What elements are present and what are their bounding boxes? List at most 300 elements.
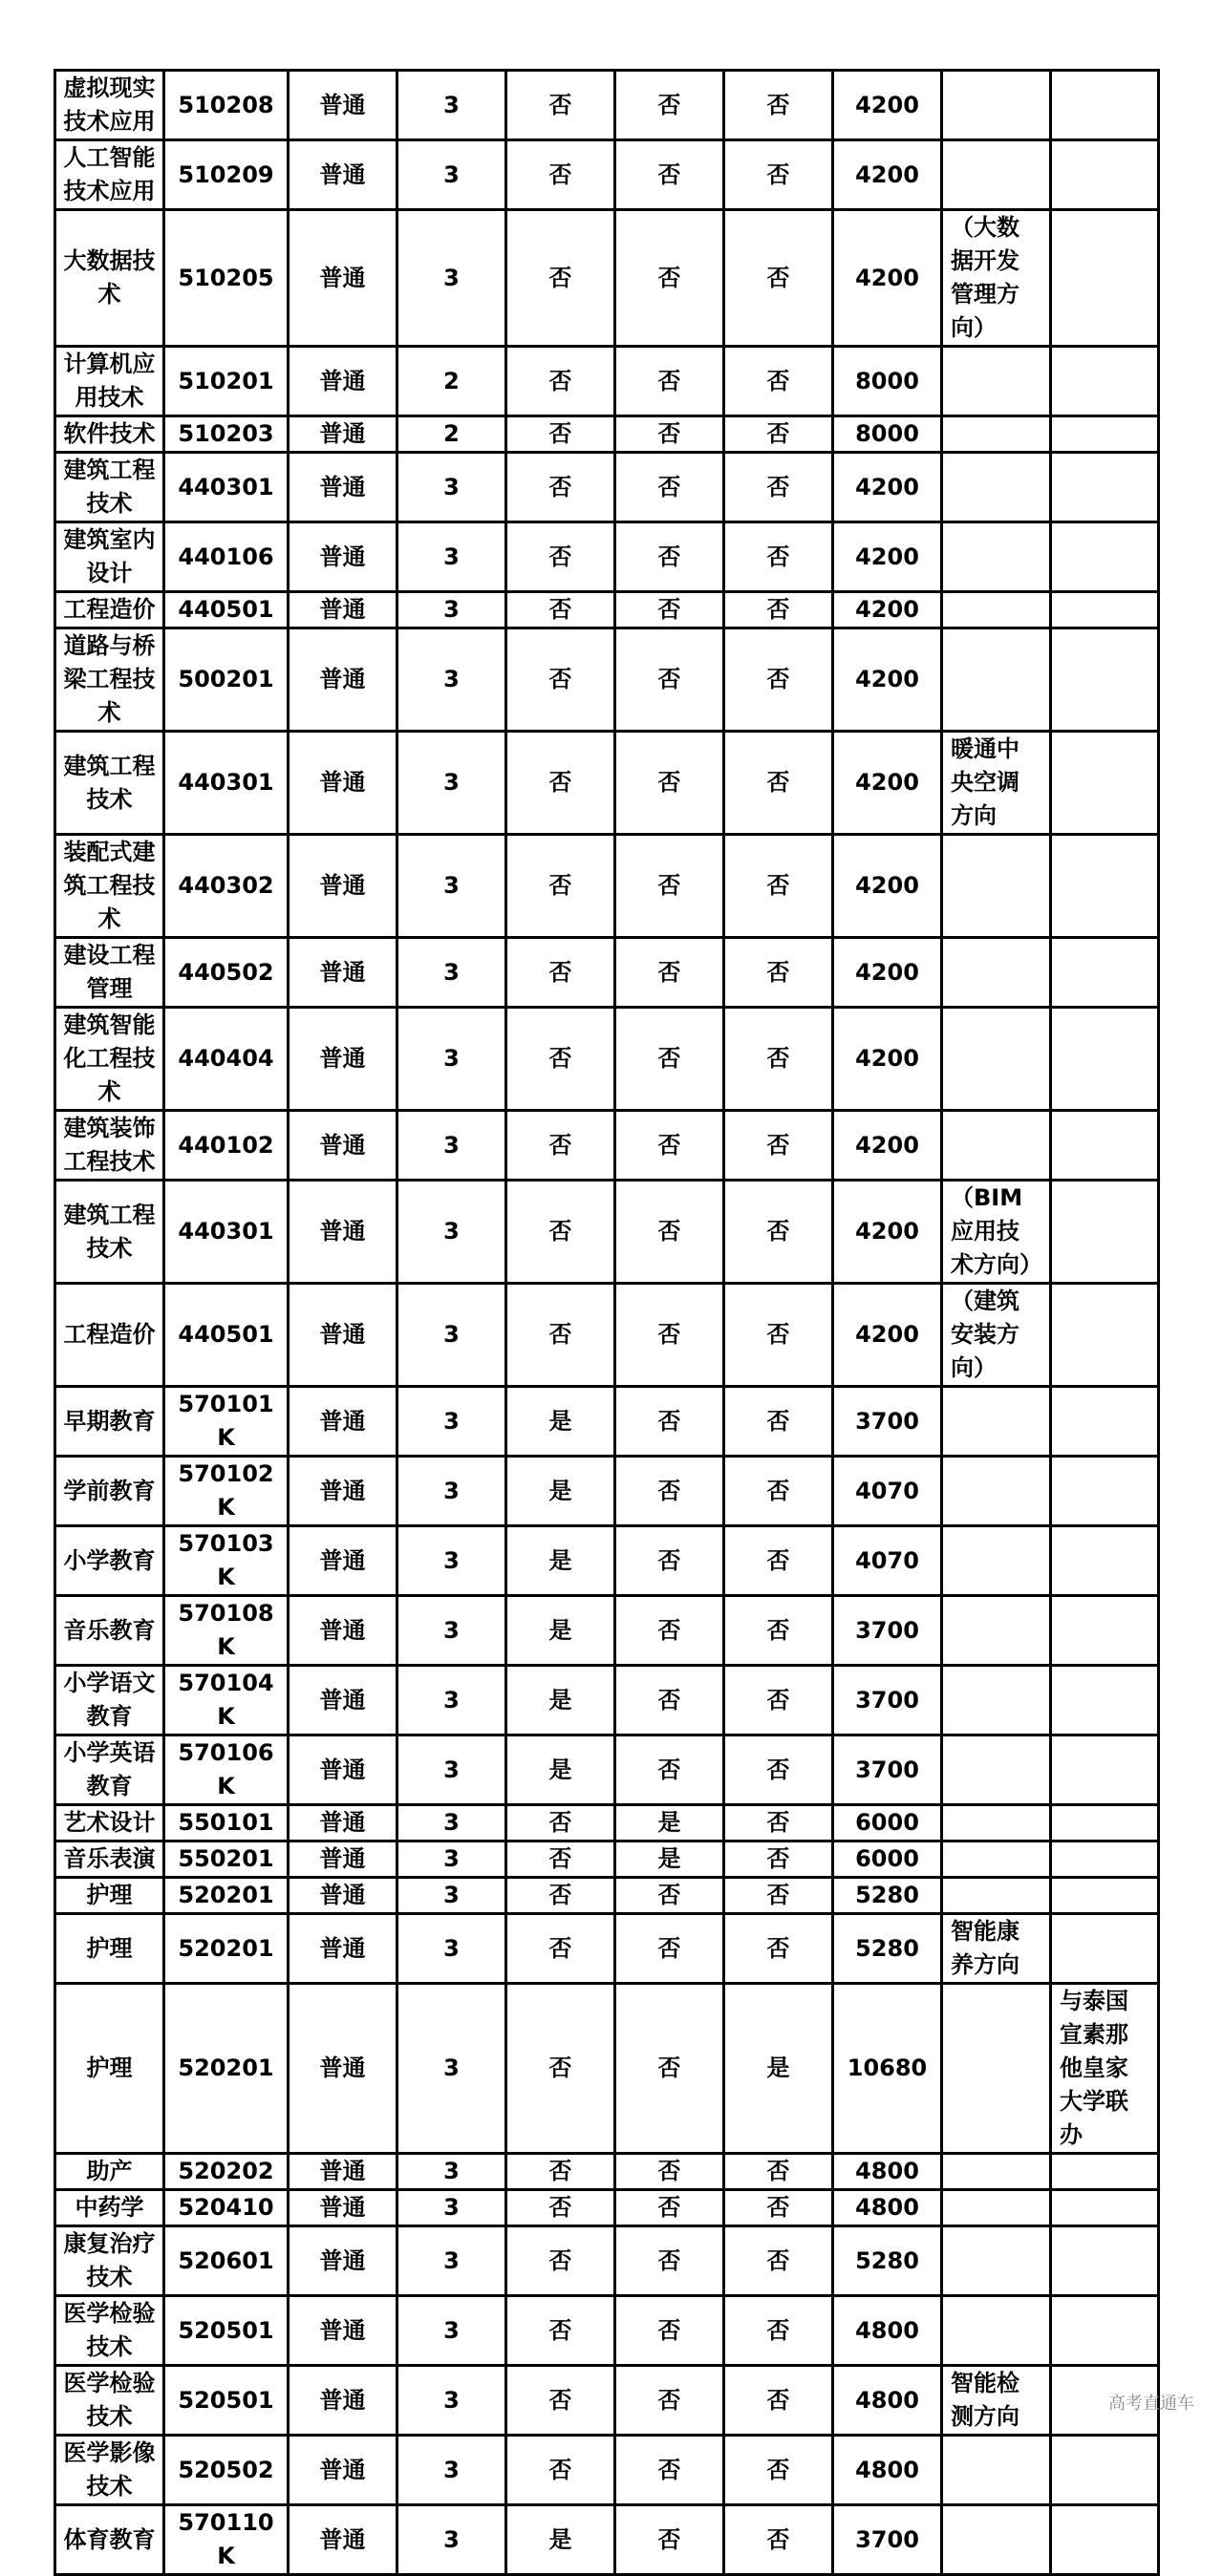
remark-cell <box>942 453 1051 522</box>
code-cell: 520410 <box>164 2190 289 2226</box>
years-cell: 3 <box>397 1596 506 1666</box>
col-c-cell: 否 <box>724 140 833 210</box>
years-cell: 2 <box>397 347 506 416</box>
remark-cell <box>942 1596 1051 1666</box>
col-b-cell: 否 <box>615 2296 724 2366</box>
years-cell: 3 <box>397 210 506 347</box>
code-cell: 550101 <box>164 1805 289 1842</box>
col-b-cell: 否 <box>615 453 724 522</box>
level-cell: 普通 <box>289 347 397 416</box>
remark-cell <box>942 522 1051 592</box>
col-c-cell: 否 <box>724 347 833 416</box>
major-name-cell: 体育教育 <box>55 2505 164 2575</box>
major-name-cell: 建筑工程技术 <box>55 1181 164 1284</box>
col-b-cell: 否 <box>615 1387 724 1457</box>
other-cell <box>1051 2226 1159 2296</box>
col-b-cell: 否 <box>615 1181 724 1284</box>
major-name-cell: 小学英语教育 <box>55 1735 164 1805</box>
code-cell: 570106K <box>164 1735 289 1805</box>
remark-cell <box>942 2296 1051 2366</box>
years-cell: 3 <box>397 140 506 210</box>
col-b-cell: 否 <box>615 1526 724 1596</box>
col-b-cell: 否 <box>615 592 724 628</box>
fee-cell: 4200 <box>833 210 942 347</box>
remark-cell <box>942 2154 1051 2190</box>
other-cell <box>1051 1805 1159 1842</box>
table-row <box>55 835 1159 938</box>
fee-cell: 3700 <box>833 1666 942 1735</box>
other-cell <box>1051 2190 1159 2226</box>
fee-cell: 10680 <box>833 1984 942 2154</box>
fee-cell: 4200 <box>833 71 942 140</box>
table-row <box>55 1984 1159 2154</box>
remark-cell: 智能康养方向 <box>942 1914 1051 1984</box>
col-c-cell: 否 <box>724 2226 833 2296</box>
fee-cell: 4800 <box>833 2366 942 2436</box>
fee-cell: 8000 <box>833 347 942 416</box>
col-a-cell: 否 <box>506 628 615 732</box>
years-cell: 3 <box>397 1387 506 1457</box>
level-cell: 普通 <box>289 1596 397 1666</box>
major-name-cell: 小学教育 <box>55 1526 164 1596</box>
fee-cell: 4200 <box>833 522 942 592</box>
col-b-cell: 否 <box>615 1284 724 1387</box>
years-cell: 3 <box>397 628 506 732</box>
other-cell <box>1051 2154 1159 2190</box>
table-row <box>55 2154 1159 2190</box>
level-cell: 普通 <box>289 1387 397 1457</box>
col-a-cell: 否 <box>506 592 615 628</box>
code-cell: 440106 <box>164 522 289 592</box>
col-b-cell: 否 <box>615 347 724 416</box>
table-row <box>55 453 1159 522</box>
col-a-cell: 否 <box>506 835 615 938</box>
col-c-cell: 是 <box>724 1984 833 2154</box>
col-c-cell: 否 <box>724 1387 833 1457</box>
col-c-cell: 否 <box>724 416 833 453</box>
level-cell: 普通 <box>289 1111 397 1181</box>
other-cell <box>1051 210 1159 347</box>
remark-cell <box>942 416 1051 453</box>
major-name-cell: 助产 <box>55 2154 164 2190</box>
code-cell: 510208 <box>164 71 289 140</box>
table-row <box>55 1914 1159 1984</box>
major-name-cell: 医学检验技术 <box>55 2366 164 2436</box>
years-cell: 3 <box>397 2226 506 2296</box>
table-row <box>55 2190 1159 2226</box>
remark-cell <box>942 1666 1051 1735</box>
fee-cell: 4200 <box>833 732 942 835</box>
remark-cell <box>942 1387 1051 1457</box>
other-cell <box>1051 1457 1159 1526</box>
fee-cell: 3700 <box>833 1735 942 1805</box>
major-name-cell: 康复治疗技术 <box>55 2226 164 2296</box>
col-c-cell: 否 <box>724 453 833 522</box>
col-b-cell: 否 <box>615 1984 724 2154</box>
level-cell: 普通 <box>289 2436 397 2505</box>
major-name-cell: 学前教育 <box>55 1457 164 1526</box>
other-cell <box>1051 1842 1159 1878</box>
code-cell: 520502 <box>164 2436 289 2505</box>
years-cell: 2 <box>397 416 506 453</box>
years-cell: 3 <box>397 1878 506 1914</box>
fee-cell: 4800 <box>833 2296 942 2366</box>
level-cell: 普通 <box>289 1842 397 1878</box>
other-cell <box>1051 732 1159 835</box>
code-cell: 440102 <box>164 1111 289 1181</box>
years-cell: 3 <box>397 2436 506 2505</box>
fee-cell: 4200 <box>833 592 942 628</box>
fee-cell: 4200 <box>833 1111 942 1181</box>
col-a-cell: 否 <box>506 416 615 453</box>
other-cell <box>1051 938 1159 1008</box>
code-cell: 510205 <box>164 210 289 347</box>
col-b-cell: 否 <box>615 835 724 938</box>
col-c-cell: 否 <box>724 210 833 347</box>
major-name-cell: 计算机应用技术 <box>55 347 164 416</box>
table-row <box>55 732 1159 835</box>
table-row <box>55 1284 1159 1387</box>
major-name-cell: 医学影像技术 <box>55 2436 164 2505</box>
col-a-cell: 否 <box>506 1008 615 1111</box>
code-cell: 570108K <box>164 1596 289 1666</box>
col-c-cell: 否 <box>724 2366 833 2436</box>
other-cell <box>1051 592 1159 628</box>
col-a-cell: 否 <box>506 2154 615 2190</box>
remark-cell <box>942 2436 1051 2505</box>
col-b-cell: 否 <box>615 210 724 347</box>
col-b-cell: 否 <box>615 1596 724 1666</box>
other-cell <box>1051 1111 1159 1181</box>
table-row <box>55 1735 1159 1805</box>
col-c-cell: 否 <box>724 1526 833 1596</box>
years-cell: 3 <box>397 1666 506 1735</box>
code-cell: 440302 <box>164 835 289 938</box>
remark-cell <box>942 2190 1051 2226</box>
col-b-cell: 否 <box>615 2436 724 2505</box>
years-cell: 3 <box>397 2190 506 2226</box>
level-cell: 普通 <box>289 2296 397 2366</box>
other-cell <box>1051 1181 1159 1284</box>
col-a-cell: 否 <box>506 1805 615 1842</box>
other-cell <box>1051 835 1159 938</box>
col-c-cell: 否 <box>724 1181 833 1284</box>
major-name-cell: 道路与桥梁工程技术 <box>55 628 164 732</box>
fee-cell: 4070 <box>833 1526 942 1596</box>
col-a-cell: 否 <box>506 1914 615 1984</box>
years-cell: 3 <box>397 1111 506 1181</box>
col-b-cell: 是 <box>615 1842 724 1878</box>
col-a-cell: 否 <box>506 2296 615 2366</box>
remark-cell <box>942 1735 1051 1805</box>
other-cell <box>1051 1878 1159 1914</box>
table-row <box>55 416 1159 453</box>
col-c-cell: 否 <box>724 1457 833 1526</box>
years-cell: 3 <box>397 835 506 938</box>
watermark: 高考直通车 <box>1108 2394 1194 2414</box>
col-a-cell: 否 <box>506 2226 615 2296</box>
col-b-cell: 否 <box>615 628 724 732</box>
col-c-cell: 否 <box>724 938 833 1008</box>
col-a-cell: 否 <box>506 140 615 210</box>
years-cell: 3 <box>397 1008 506 1111</box>
col-b-cell: 否 <box>615 2366 724 2436</box>
level-cell: 普通 <box>289 1008 397 1111</box>
table-row <box>55 628 1159 732</box>
other-cell <box>1051 628 1159 732</box>
col-b-cell: 否 <box>615 2190 724 2226</box>
code-cell: 440301 <box>164 732 289 835</box>
other-cell <box>1051 2296 1159 2366</box>
remark-cell <box>942 1878 1051 1914</box>
col-a-cell: 是 <box>506 1666 615 1735</box>
fee-cell: 3700 <box>833 1387 942 1457</box>
other-cell <box>1051 416 1159 453</box>
col-c-cell: 否 <box>724 1111 833 1181</box>
other-cell <box>1051 2436 1159 2505</box>
col-c-cell: 否 <box>724 732 833 835</box>
table-row <box>55 210 1159 347</box>
table-row <box>55 71 1159 140</box>
col-a-cell: 是 <box>506 1735 615 1805</box>
col-a-cell: 否 <box>506 938 615 1008</box>
major-name-cell: 工程造价 <box>55 592 164 628</box>
table-body <box>55 71 1159 2575</box>
col-c-cell: 否 <box>724 592 833 628</box>
major-name-cell: 音乐教育 <box>55 1596 164 1666</box>
years-cell: 3 <box>397 1284 506 1387</box>
remark-cell <box>942 2505 1051 2575</box>
other-cell <box>1051 347 1159 416</box>
remark-cell <box>942 938 1051 1008</box>
col-b-cell: 否 <box>615 1666 724 1735</box>
col-b-cell: 否 <box>615 2505 724 2575</box>
major-name-cell: 工程造价 <box>55 1284 164 1387</box>
other-cell <box>1051 1387 1159 1457</box>
years-cell: 3 <box>397 1735 506 1805</box>
other-cell <box>1051 71 1159 140</box>
remark-cell <box>942 1805 1051 1842</box>
remark-cell: （建筑安装方向） <box>942 1284 1051 1387</box>
col-a-cell: 是 <box>506 1387 615 1457</box>
table-row <box>55 522 1159 592</box>
other-cell <box>1051 1284 1159 1387</box>
remark-cell <box>942 835 1051 938</box>
other-cell <box>1051 140 1159 210</box>
level-cell: 普通 <box>289 1181 397 1284</box>
code-cell: 550201 <box>164 1842 289 1878</box>
code-cell: 440301 <box>164 1181 289 1284</box>
fee-cell: 4800 <box>833 2154 942 2190</box>
level-cell: 普通 <box>289 1805 397 1842</box>
major-name-cell: 建设工程管理 <box>55 938 164 1008</box>
fee-cell: 4070 <box>833 1457 942 1526</box>
code-cell: 520202 <box>164 2154 289 2190</box>
fee-cell: 3700 <box>833 1596 942 1666</box>
col-c-cell: 否 <box>724 1805 833 1842</box>
table-row <box>55 1878 1159 1914</box>
years-cell: 3 <box>397 938 506 1008</box>
majors-table <box>54 69 1160 2576</box>
col-c-cell: 否 <box>724 1596 833 1666</box>
table-row <box>55 347 1159 416</box>
table-row <box>55 1666 1159 1735</box>
fee-cell: 4800 <box>833 2190 942 2226</box>
other-cell <box>1051 1914 1159 1984</box>
major-name-cell: 医学检验技术 <box>55 2296 164 2366</box>
code-cell: 570104K <box>164 1666 289 1735</box>
remark-cell <box>942 1842 1051 1878</box>
table-row <box>55 1596 1159 1666</box>
remark-cell <box>942 140 1051 210</box>
col-a-cell: 是 <box>506 2505 615 2575</box>
remark-cell <box>942 71 1051 140</box>
fee-cell: 4200 <box>833 1284 942 1387</box>
fee-cell: 5280 <box>833 2226 942 2296</box>
code-cell: 510201 <box>164 347 289 416</box>
remark-cell <box>942 2226 1051 2296</box>
col-a-cell: 否 <box>506 347 615 416</box>
col-a-cell: 否 <box>506 1181 615 1284</box>
col-b-cell: 否 <box>615 732 724 835</box>
col-b-cell: 否 <box>615 938 724 1008</box>
level-cell: 普通 <box>289 416 397 453</box>
level-cell: 普通 <box>289 140 397 210</box>
col-b-cell: 否 <box>615 1008 724 1111</box>
remark-cell: （大数据开发管理方向） <box>942 210 1051 347</box>
remark-cell <box>942 347 1051 416</box>
col-c-cell: 否 <box>724 71 833 140</box>
major-name-cell: 护理 <box>55 1878 164 1914</box>
col-a-cell: 是 <box>506 1596 615 1666</box>
level-cell: 普通 <box>289 71 397 140</box>
col-b-cell: 否 <box>615 1111 724 1181</box>
table-row <box>55 2366 1159 2436</box>
fee-cell: 8000 <box>833 416 942 453</box>
table-row <box>55 1181 1159 1284</box>
other-cell <box>1051 453 1159 522</box>
code-cell: 500201 <box>164 628 289 732</box>
code-cell: 440501 <box>164 592 289 628</box>
table-row <box>55 592 1159 628</box>
col-c-cell: 否 <box>724 1666 833 1735</box>
years-cell: 3 <box>397 71 506 140</box>
years-cell: 3 <box>397 2366 506 2436</box>
level-cell: 普通 <box>289 1526 397 1596</box>
col-c-cell: 否 <box>724 628 833 732</box>
fee-cell: 4200 <box>833 938 942 1008</box>
col-a-cell: 否 <box>506 2436 615 2505</box>
remark-cell: 智能检测方向 <box>942 2366 1051 2436</box>
table-row <box>55 2226 1159 2296</box>
col-c-cell: 否 <box>724 1842 833 1878</box>
years-cell: 3 <box>397 592 506 628</box>
col-b-cell: 否 <box>615 2154 724 2190</box>
table-row <box>55 938 1159 1008</box>
years-cell: 3 <box>397 1526 506 1596</box>
remark-cell <box>942 1008 1051 1111</box>
fee-cell: 4200 <box>833 835 942 938</box>
table-row <box>55 2505 1159 2575</box>
col-c-cell: 否 <box>724 1284 833 1387</box>
level-cell: 普通 <box>289 628 397 732</box>
major-name-cell: 建筑智能化工程技术 <box>55 1008 164 1111</box>
col-b-cell: 否 <box>615 1878 724 1914</box>
fee-cell: 6000 <box>833 1805 942 1842</box>
fee-cell: 5280 <box>833 1914 942 1984</box>
years-cell: 3 <box>397 1842 506 1878</box>
col-b-cell: 是 <box>615 1805 724 1842</box>
major-name-cell: 装配式建筑工程技术 <box>55 835 164 938</box>
col-a-cell: 否 <box>506 453 615 522</box>
table-row <box>55 1008 1159 1111</box>
code-cell: 440501 <box>164 1284 289 1387</box>
years-cell: 3 <box>397 453 506 522</box>
major-name-cell: 建筑工程技术 <box>55 453 164 522</box>
years-cell: 3 <box>397 1805 506 1842</box>
code-cell: 510203 <box>164 416 289 453</box>
level-cell: 普通 <box>289 835 397 938</box>
years-cell: 3 <box>397 2154 506 2190</box>
col-a-cell: 否 <box>506 1842 615 1878</box>
col-b-cell: 否 <box>615 416 724 453</box>
major-name-cell: 建筑室内设计 <box>55 522 164 592</box>
col-a-cell: 否 <box>506 71 615 140</box>
col-b-cell: 否 <box>615 71 724 140</box>
fee-cell: 5280 <box>833 1878 942 1914</box>
fee-cell: 4200 <box>833 140 942 210</box>
major-name-cell: 小学语文教育 <box>55 1666 164 1735</box>
years-cell: 3 <box>397 1457 506 1526</box>
fee-cell: 4200 <box>833 1008 942 1111</box>
col-a-cell: 否 <box>506 1984 615 2154</box>
other-cell <box>1051 522 1159 592</box>
level-cell: 普通 <box>289 2154 397 2190</box>
col-a-cell: 否 <box>506 1111 615 1181</box>
level-cell: 普通 <box>289 1984 397 2154</box>
major-name-cell: 大数据技术 <box>55 210 164 347</box>
col-b-cell: 否 <box>615 2226 724 2296</box>
code-cell: 520501 <box>164 2366 289 2436</box>
major-name-cell: 艺术设计 <box>55 1805 164 1842</box>
col-c-cell: 否 <box>724 2190 833 2226</box>
col-a-cell: 是 <box>506 1526 615 1596</box>
remark-cell <box>942 628 1051 732</box>
remark-cell <box>942 1111 1051 1181</box>
code-cell: 570101K <box>164 1387 289 1457</box>
level-cell: 普通 <box>289 732 397 835</box>
level-cell: 普通 <box>289 1735 397 1805</box>
table-row <box>55 1387 1159 1457</box>
remark-cell: （BIM应用技术方向） <box>942 1181 1051 1284</box>
col-a-cell: 否 <box>506 2366 615 2436</box>
major-name-cell: 护理 <box>55 1914 164 1984</box>
col-c-cell: 否 <box>724 2296 833 2366</box>
major-name-cell: 虚拟现实技术应用 <box>55 71 164 140</box>
fee-cell: 4200 <box>833 628 942 732</box>
level-cell: 普通 <box>289 1284 397 1387</box>
col-a-cell: 否 <box>506 1284 615 1387</box>
major-name-cell: 早期教育 <box>55 1387 164 1457</box>
code-cell: 570102K <box>164 1457 289 1526</box>
code-cell: 520601 <box>164 2226 289 2296</box>
table-row <box>55 1526 1159 1596</box>
level-cell: 普通 <box>289 522 397 592</box>
col-c-cell: 否 <box>724 1914 833 1984</box>
years-cell: 3 <box>397 2505 506 2575</box>
remark-cell <box>942 1526 1051 1596</box>
major-name-cell: 人工智能技术应用 <box>55 140 164 210</box>
